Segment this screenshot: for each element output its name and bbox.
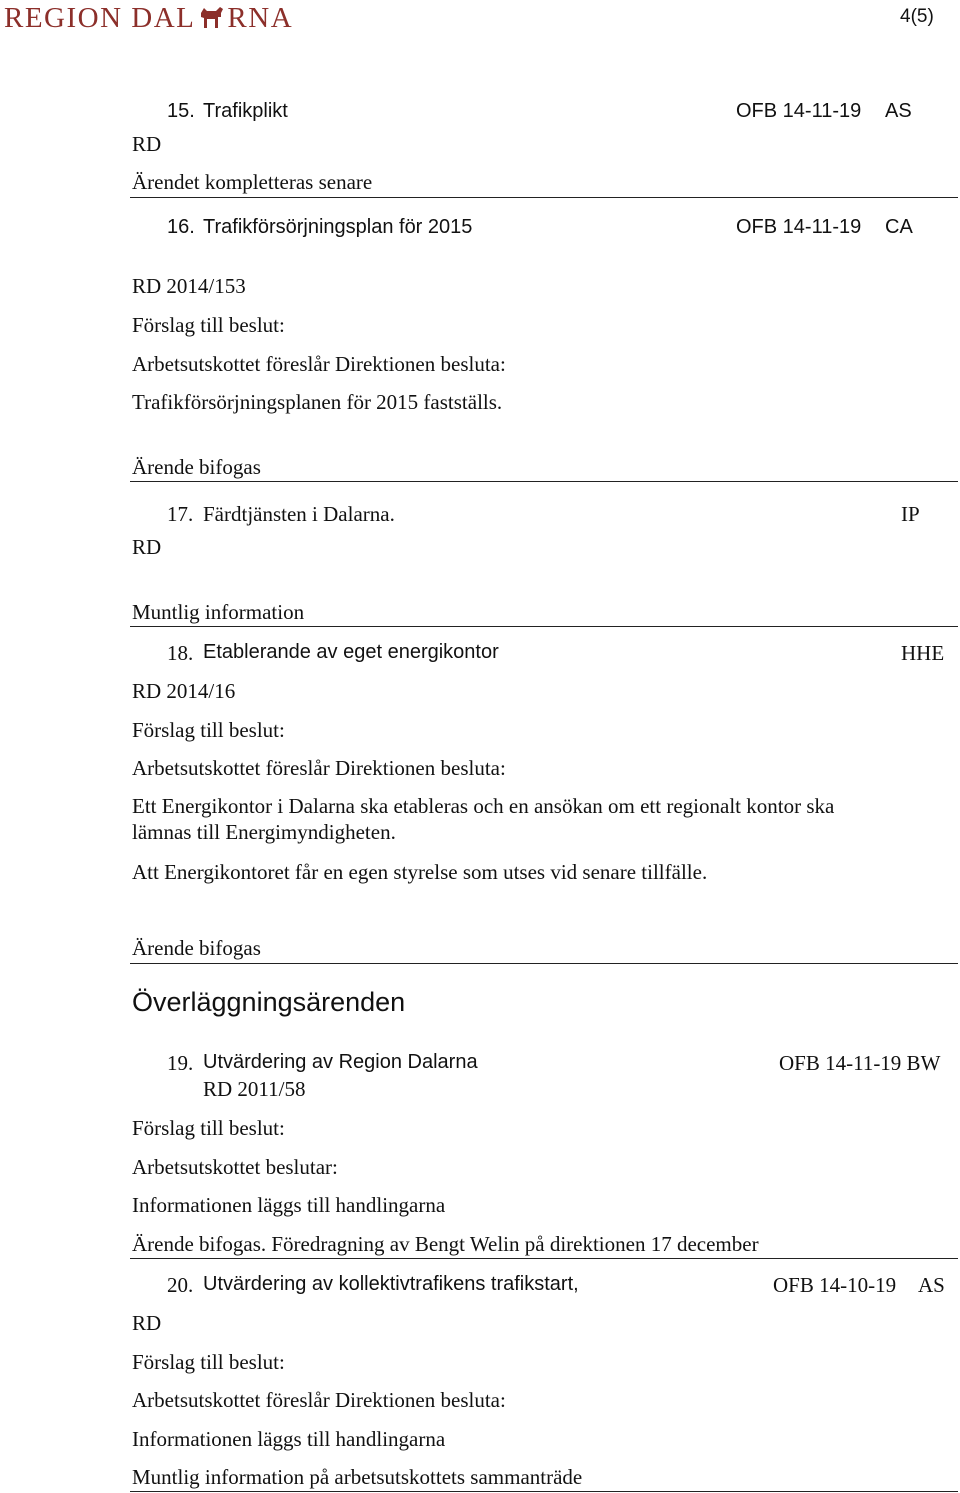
item-20-number: 20.	[167, 1273, 194, 1297]
item-20-case: RD	[132, 1311, 162, 1335]
item-16-initials: CA	[885, 216, 913, 238]
divider	[130, 481, 958, 482]
divider	[130, 1491, 958, 1492]
item-17-note: Muntlig information	[132, 600, 305, 624]
item-18-decision-line-2: lämnas till Energimyndigheten.	[132, 820, 396, 844]
divider	[130, 197, 958, 198]
dala-horse-icon	[196, 4, 226, 30]
item-19-proposal: Förslag till beslut:	[132, 1116, 285, 1140]
item-20-note: Muntlig information på arbetsutskottets sammanträde	[132, 1465, 583, 1489]
item-18-initials: HHE	[901, 641, 945, 665]
item-16-note: Ärende bifogas	[132, 455, 261, 479]
item-16-title: Trafikförsörjningsplan för 2015	[203, 216, 473, 238]
item-17-number: 17.	[167, 502, 194, 526]
item-15-case: RD	[132, 132, 162, 156]
item-18-number: 18.	[167, 641, 194, 665]
item-16-decision-intro: Arbetsutskottet föreslår Direktionen besluta:	[132, 352, 506, 376]
item-15-number: 15.	[167, 100, 195, 122]
item-15-title: Trafikplikt	[203, 100, 288, 122]
item-19-number: 19.	[167, 1051, 194, 1075]
item-18-case: RD 2014/16	[132, 679, 236, 703]
page-number: 4(5)	[900, 6, 934, 27]
item-17-title: Färdtjänsten i Dalarna.	[203, 502, 395, 526]
item-15-ref: OFB 14-11-19	[736, 100, 862, 122]
item-16-number: 16.	[167, 216, 195, 238]
item-18-decision-2: Att Energikontoret får en egen styrelse som utses vid senare tillfälle.	[132, 860, 708, 884]
item-15-initials: AS	[885, 100, 912, 122]
region-dalarna-logo	[4, 2, 293, 35]
item-20-title: Utvärdering av kollektivtrafikens trafikstart,	[203, 1273, 579, 1295]
item-16-decision: Trafikförsörjningsplanen för 2015 fastställs.	[132, 390, 503, 414]
item-17-case: RD	[132, 535, 162, 559]
item-19-case: RD 2011/58	[203, 1077, 306, 1101]
divider	[130, 626, 958, 627]
divider	[130, 963, 958, 964]
item-19-decision-intro: Arbetsutskottet beslutar:	[132, 1155, 338, 1179]
logo-text-left: REGION DAL	[4, 2, 196, 34]
divider	[130, 1258, 958, 1259]
item-20-initials: AS	[918, 1273, 945, 1297]
item-20-decision: Informationen läggs till handlingarna	[132, 1427, 446, 1451]
item-17-initials: IP	[901, 502, 920, 526]
item-18-note: Ärende bifogas	[132, 936, 261, 960]
item-20-decision-intro: Arbetsutskottet föreslår Direktionen besluta:	[132, 1388, 506, 1412]
item-16-ref: OFB 14-11-19	[736, 216, 862, 238]
item-19-title: Utvärdering av Region Dalarna	[203, 1051, 478, 1073]
item-19-ref: OFB 14-11-19 BW	[779, 1051, 941, 1075]
item-19-decision: Informationen läggs till handlingarna	[132, 1193, 446, 1217]
item-15-note: Ärendet kompletteras senare	[132, 170, 373, 194]
item-18-decision-line-1: Ett Energikontor i Dalarna ska etableras och en ansökan om ett regionalt kontor ska	[132, 794, 835, 818]
item-16-proposal: Förslag till beslut:	[132, 313, 285, 337]
item-20-ref: OFB 14-10-19	[773, 1273, 897, 1297]
item-19-note: Ärende bifogas. Föredragning av Bengt Welin på direktionen 17 december	[132, 1232, 759, 1256]
section-heading: Överläggningsärenden	[132, 987, 406, 1017]
item-20-proposal: Förslag till beslut:	[132, 1350, 285, 1374]
item-18-proposal: Förslag till beslut:	[132, 718, 285, 742]
item-16-case: RD 2014/153	[132, 274, 246, 298]
logo-text-right: RNA	[227, 2, 294, 34]
item-18-title: Etablerande av eget energikontor	[203, 641, 499, 663]
item-18-decision-intro: Arbetsutskottet föreslår Direktionen besluta:	[132, 756, 506, 780]
